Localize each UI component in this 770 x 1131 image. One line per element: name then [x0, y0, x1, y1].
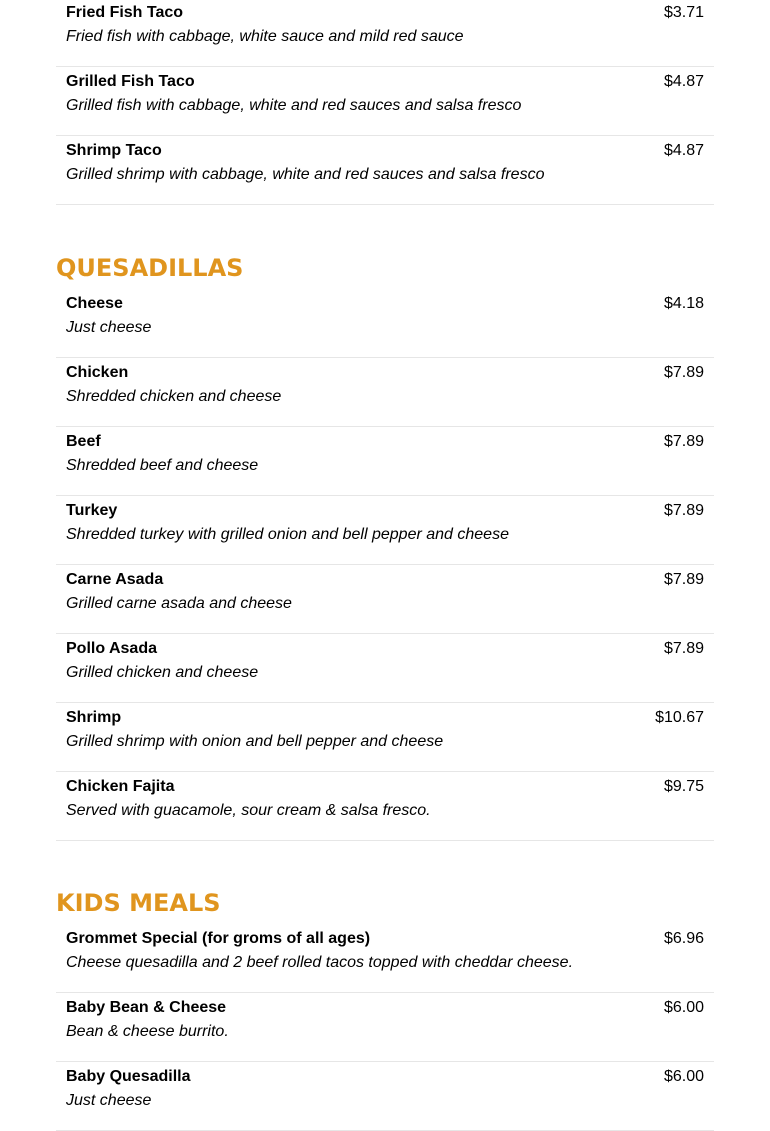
item-name: Baby Bean & Cheese — [66, 999, 227, 1016]
kids-meals-section — [56, 887, 714, 1131]
menu-item — [56, 634, 714, 703]
item-name: Cheese — [66, 295, 123, 312]
quesadillas-section — [56, 252, 714, 841]
item-name: Turkey — [66, 502, 118, 519]
item-price: $7.89 — [663, 640, 704, 657]
menu-item — [56, 924, 714, 993]
menu-item — [56, 772, 714, 841]
item-name: Carne Asada — [66, 571, 164, 588]
menu-item — [56, 0, 714, 67]
menu-item — [56, 67, 714, 136]
item-price: $3.71 — [663, 4, 704, 21]
item-name: Shrimp — [66, 709, 122, 726]
item-name: Grommet Special (for groms of all ages) — [66, 930, 371, 947]
item-name: Chicken — [66, 364, 129, 381]
item-price: $6.00 — [663, 1068, 704, 1085]
tacos-section — [56, 0, 714, 205]
section-heading-kids-meals: KIDS MEALS — [56, 889, 221, 917]
item-price: $7.89 — [663, 571, 704, 588]
item-name: Grilled Fish Taco — [66, 73, 195, 90]
item-name: Chicken Fajita — [66, 778, 175, 795]
section-heading-quesadillas: QUESADILLAS — [56, 254, 244, 282]
item-description: Cheese quesadilla and 2 beef rolled tacos topped with cheddar cheese. — [66, 954, 574, 971]
section-spacer — [56, 205, 714, 252]
item-description: Bean & cheese burrito. — [66, 1023, 229, 1040]
menu-item — [56, 993, 714, 1062]
item-description: Shredded turkey with grilled onion and bell pepper and cheese — [66, 526, 509, 543]
item-name: Shrimp Taco — [66, 142, 162, 159]
section-spacer — [56, 841, 714, 887]
item-name: Pollo Asada — [66, 640, 157, 657]
item-name: Baby Quesadilla — [66, 1068, 191, 1085]
item-description: Grilled shrimp with cabbage, white and red sauces and salsa fresco — [66, 166, 545, 183]
menu-item — [56, 289, 714, 358]
item-description: Grilled shrimp with onion and bell pepper and cheese — [66, 733, 444, 750]
item-description: Grilled fish with cabbage, white and red sauces and salsa fresco — [66, 97, 522, 114]
menu-item — [56, 136, 714, 205]
item-description: Shredded beef and cheese — [66, 457, 259, 474]
menu-item — [56, 565, 714, 634]
item-price: $7.89 — [663, 433, 704, 450]
menu-item — [56, 703, 714, 772]
menu-item — [56, 496, 714, 565]
item-price: $6.00 — [663, 999, 704, 1016]
item-description: Just cheese — [66, 319, 152, 336]
item-name: Fried Fish Taco — [66, 4, 184, 21]
item-description: Shredded chicken and cheese — [66, 388, 282, 405]
item-description: Served with guacamole, sour cream & salsa fresco. — [66, 802, 431, 819]
item-price: $4.18 — [663, 295, 704, 312]
menu-item — [56, 1062, 714, 1131]
menu — [56, 0, 714, 1131]
item-name: Beef — [66, 433, 101, 450]
item-price: $7.89 — [663, 502, 704, 519]
item-description: Just cheese — [66, 1092, 152, 1109]
item-price: $9.75 — [663, 778, 704, 795]
item-price: $4.87 — [663, 142, 704, 159]
menu-item — [56, 358, 714, 427]
item-description: Grilled chicken and cheese — [66, 664, 259, 681]
item-price: $7.89 — [663, 364, 704, 381]
item-description: Fried fish with cabbage, white sauce and mild red sauce — [66, 28, 464, 45]
item-description: Grilled carne asada and cheese — [66, 595, 292, 612]
item-price: $10.67 — [655, 709, 704, 726]
item-price: $4.87 — [663, 73, 704, 90]
item-price: $6.96 — [663, 930, 704, 947]
menu-item — [56, 427, 714, 496]
